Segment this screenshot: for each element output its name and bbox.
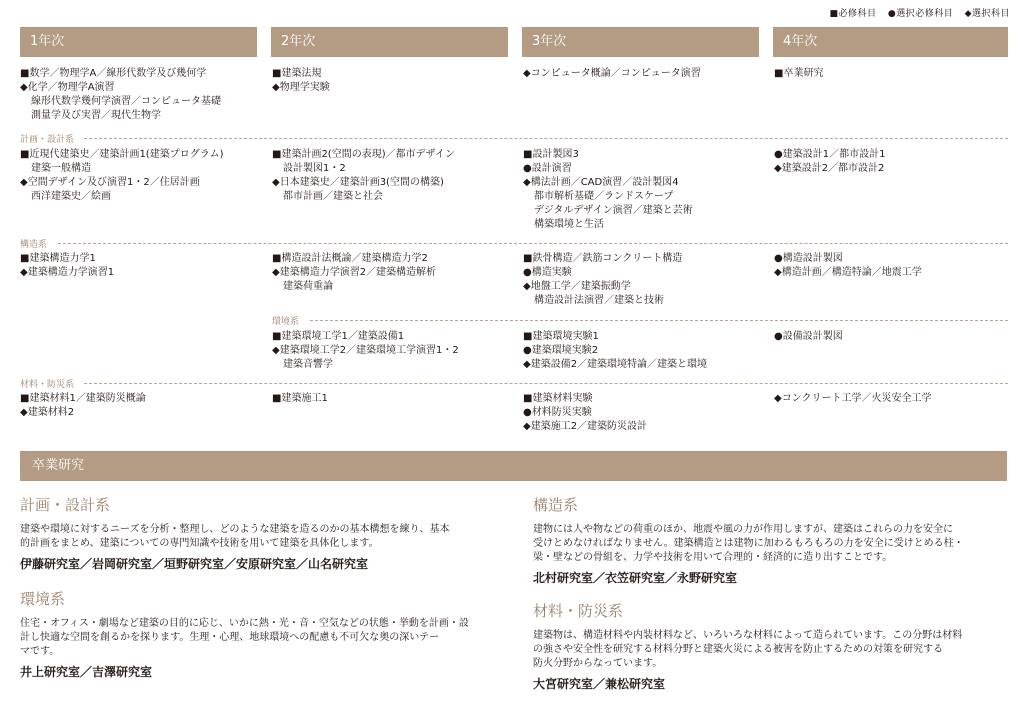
common-year4: ■卒業研究 [774,68,824,79]
structure-year2: ■構造設計法概論／建築構造力学2 ◆建築構造力学演習2／建築構造解析 建築荷重論 [272,253,437,292]
field-description: 建築や環境に対するニーズを分析・整理し、どのような建築を造るのかの基本構想を練り、基本 的計画をまとめ、建築についての専門知識や技術を用いて建築を具体化します。 [20,524,450,549]
planning-year1: ■近現代建築史／建築計画1(建築プログラム) 建築一般構造 ◆空間デザイン及び演習1・2／住居計画 西洋建築史／絵画 [20,149,224,202]
planning-year4: ●建築設計1／都市設計1 ◆建築設計2／都市設計2 [774,149,886,174]
legend-required: ■必修科目 [829,9,877,19]
environment-year3: ■建築環境実験1 ●建築環境実験2 ◆建築設備2／建築環境特論／建築と環境 [523,331,708,370]
legend-elective-required: ●選択必修科目 [887,9,954,19]
common-year2: ■建築法規 ◆物理学実験 [272,68,330,93]
common-year3: ◆コンピュータ概論／コンピュータ演習 [523,68,701,79]
divider [58,243,1008,244]
field-description: 住宅・オフィス・劇場など建築の目的に応じ、いかに熱・光・音・空気などの状態・挙動を計画・設 計し快適な空間を創るかを探ります。生理・心理、地球環境への配慮も不可欠な奥の深いテー マです。 [20,618,469,657]
year-1-header: 1年次 [20,27,257,57]
field-labs: 北村研究室／衣笠研究室／永野研究室 [533,571,738,585]
planning-year3: ■設計製図3 ●設計演習 ◆構法計画／CAD演習／設計製図4 都市解析基礎／ランドスケープ デジタルデザイン演習／建築と芸術 構築環境と生活 [523,149,693,230]
field-title: 材料・防災系 [533,602,624,620]
field-title: 計画・設計系 [20,496,111,514]
materials-year1: ■建築材料1／建築防災概論 ◆建築材料2 [20,393,146,418]
field-structure [533,494,1011,586]
divider [310,320,1008,321]
common-year1: ■数学／物理学A／線形代数学及び幾何学 ◆化学／物理学A演習 線形代数学幾何学演習／コンピュータ基礎 測量学及び実習／現代生物学 [20,68,221,121]
environment-year4: ●設備設計製図 [774,331,843,342]
field-title: 構造系 [533,496,579,514]
category-planning-label: 計画・設計系 [20,135,75,145]
field-description: 建物には人や物などの荷重のほか、地震や風の力が作用しますが、建築はこれらの力を安全に 受けとめなければなりません。建築構造とは建物に加わるもろもろの力を安全に受けとめる柱・ 梁・壁などの骨組を、力学や技術を用いて合理的・経済的に造り出すことです。 [533,524,964,563]
field-labs: 井上研究室／吉澤研究室 [20,665,153,679]
category-environment-label: 環境系 [272,317,300,327]
planning-year2: ■建築計画2(空間の表現)／都市デザイン 設計製図1・2 ◆日本建築史／建築計画3(空間の構築) 都市計画／建築と社会 [272,149,455,202]
structure-year1: ■建築構造力学1 ◆建築構造力学演習1 [20,253,115,278]
materials-year3: ■建築材料実験 ●材料防災実験 ◆建築施工2／建築防災設計 [523,393,648,432]
graduation-research-header: 卒業研究 [20,451,1007,481]
divider [84,383,1008,384]
field-labs: 伊藤研究室／岩岡研究室／垣野研究室／安原研究室／山名研究室 [20,557,369,571]
materials-year2: ■建築施工1 [272,393,328,404]
field-environment [20,588,500,680]
legend-elective: ◆選択科目 [964,9,1010,19]
structure-year4: ●構造設計製図 ◆構造計画／構造特論／地震工学 [774,253,922,278]
category-materials-label: 材料・防災系 [20,380,75,390]
year-3-header: 3年次 [522,27,759,57]
field-description: 建築物は、構造材料や内装材料など、いろいろな材料によって造られています。この分野は材料 の強さや安全性を研究する材料分野と建築火災による被害を防止するための対策を研究する 防火分野からなっています。 [533,630,963,669]
materials-year4: ◆コンクリート工学／火災安全工学 [774,393,932,404]
year-2-header: 2年次 [271,27,508,57]
field-materials [533,600,1011,692]
environment-year2: ■建築環境工学1／建築設備1 ◆建築環境工学2／建築環境工学演習1・2 建築音響学 [272,331,459,370]
category-structure-label: 構造系 [20,240,48,250]
year-4-header: 4年次 [773,27,1008,57]
legend [821,6,1010,19]
field-planning [20,494,500,572]
structure-year3: ■鉄骨構造／鉄筋コンクリート構造 ●構造実験 ◆地盤工学／建築振動学 構造設計法演習／建築と技術 [523,253,683,306]
field-title: 環境系 [20,590,66,608]
divider [84,138,1008,139]
field-labs: 大宮研究室／兼松研究室 [533,677,666,691]
